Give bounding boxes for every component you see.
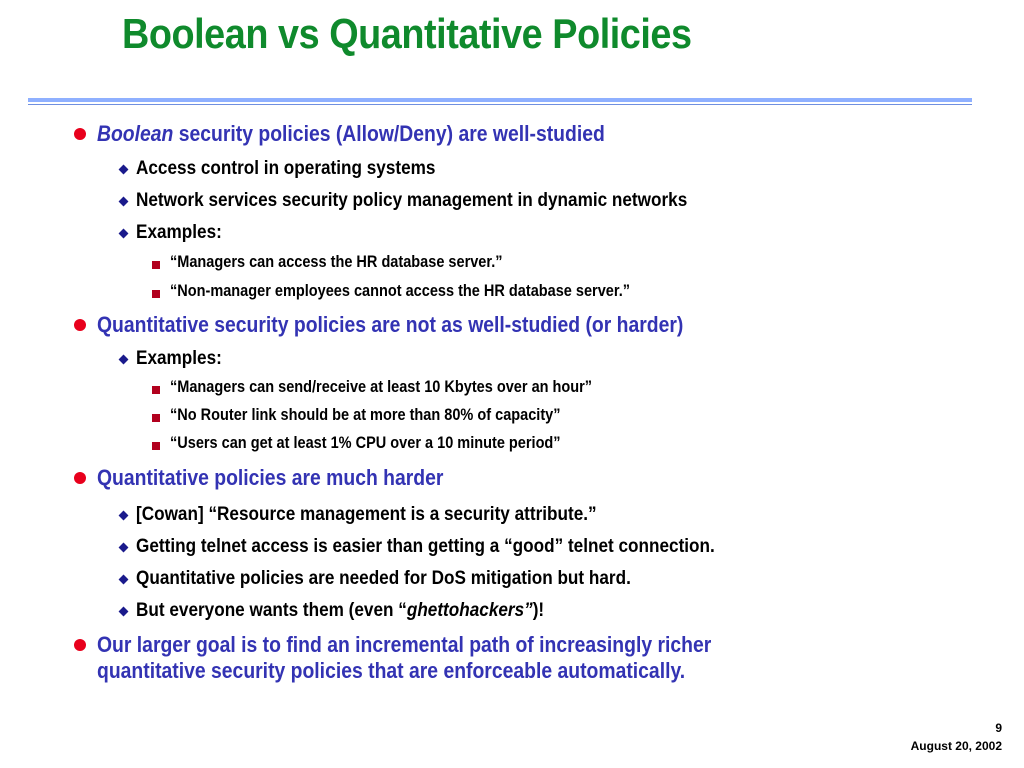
bullet-diamond-icon <box>119 165 129 175</box>
page-number: 9 <box>995 721 1002 735</box>
bullet-diamond-icon <box>119 575 129 585</box>
slide-date: August 20, 2002 <box>910 739 1002 753</box>
bullet-diamond-icon <box>119 543 129 553</box>
sub-bullet-telnet: Getting telnet access is easier than getting a “good” telnet connection. <box>136 535 715 557</box>
bullet-square-icon <box>152 414 160 422</box>
bullet-diamond-icon <box>119 607 129 617</box>
sub-bullet-dos: Quantitative policies are needed for DoS mitigation but hard. <box>136 567 631 589</box>
sub-bullet-examples: Examples: <box>136 347 222 369</box>
bullet-square-icon <box>152 386 160 394</box>
sub-bullet-examples: Examples: <box>136 221 222 243</box>
example-managers-access: “Managers can access the HR database server.” <box>170 253 503 271</box>
bullet-diamond-icon <box>119 229 129 239</box>
bullet-circle-icon <box>74 472 86 484</box>
bullet-square-icon <box>152 261 160 269</box>
example-cpu: “Users can get at least 1% CPU over a 10 minute period” <box>170 434 561 452</box>
example-router-link: “No Router link should be at more than 80% of capacity” <box>170 406 561 424</box>
sub-bullet-cowan: [Cowan] “Resource management is a security attribute.” <box>136 503 597 525</box>
sub-bullet-network-services: Network services security policy management in dynamic networks <box>136 189 688 211</box>
bullet-text: But everyone wants them (even “ <box>136 599 407 621</box>
bullet-diamond-icon <box>119 197 129 207</box>
title-divider-thin <box>28 104 972 105</box>
emphasis-ghettohackers: ghettohackers” <box>406 599 533 621</box>
bullet-text: security policies (Allow/Deny) are well-studied <box>173 121 605 146</box>
example-send-receive: “Managers can send/receive at least 10 Kbytes over an hour” <box>170 378 593 396</box>
bullet-much-harder: Quantitative policies are much harder <box>97 465 444 490</box>
emphasis-boolean: Boolean <box>97 121 174 146</box>
bullet-square-icon <box>152 442 160 450</box>
example-non-managers: “Non-manager employees cannot access the HR database server.” <box>170 282 630 300</box>
bullet-larger-goal-line2: quantitative security policies that are enforceable automatically. <box>97 658 686 683</box>
title-divider <box>28 98 972 102</box>
bullet-quantitative-not-studied: Quantitative security policies are not as well-studied (or harder) <box>97 312 684 337</box>
slide-title: Boolean vs Quantitative Policies <box>122 10 692 57</box>
bullet-diamond-icon <box>119 511 129 521</box>
bullet-circle-icon <box>74 639 86 651</box>
bullet-circle-icon <box>74 128 86 140</box>
bullet-larger-goal-line1: Our larger goal is to find an incremental path of increasingly richer <box>97 632 712 657</box>
bullet-diamond-icon <box>119 355 129 365</box>
sub-bullet-access-control: Access control in operating systems <box>136 157 436 179</box>
bullet-boolean-policies <box>97 121 605 147</box>
bullet-square-icon <box>152 290 160 298</box>
bullet-text: )! <box>532 599 545 621</box>
sub-bullet-everyone-wants <box>136 599 544 622</box>
bullet-circle-icon <box>74 319 86 331</box>
